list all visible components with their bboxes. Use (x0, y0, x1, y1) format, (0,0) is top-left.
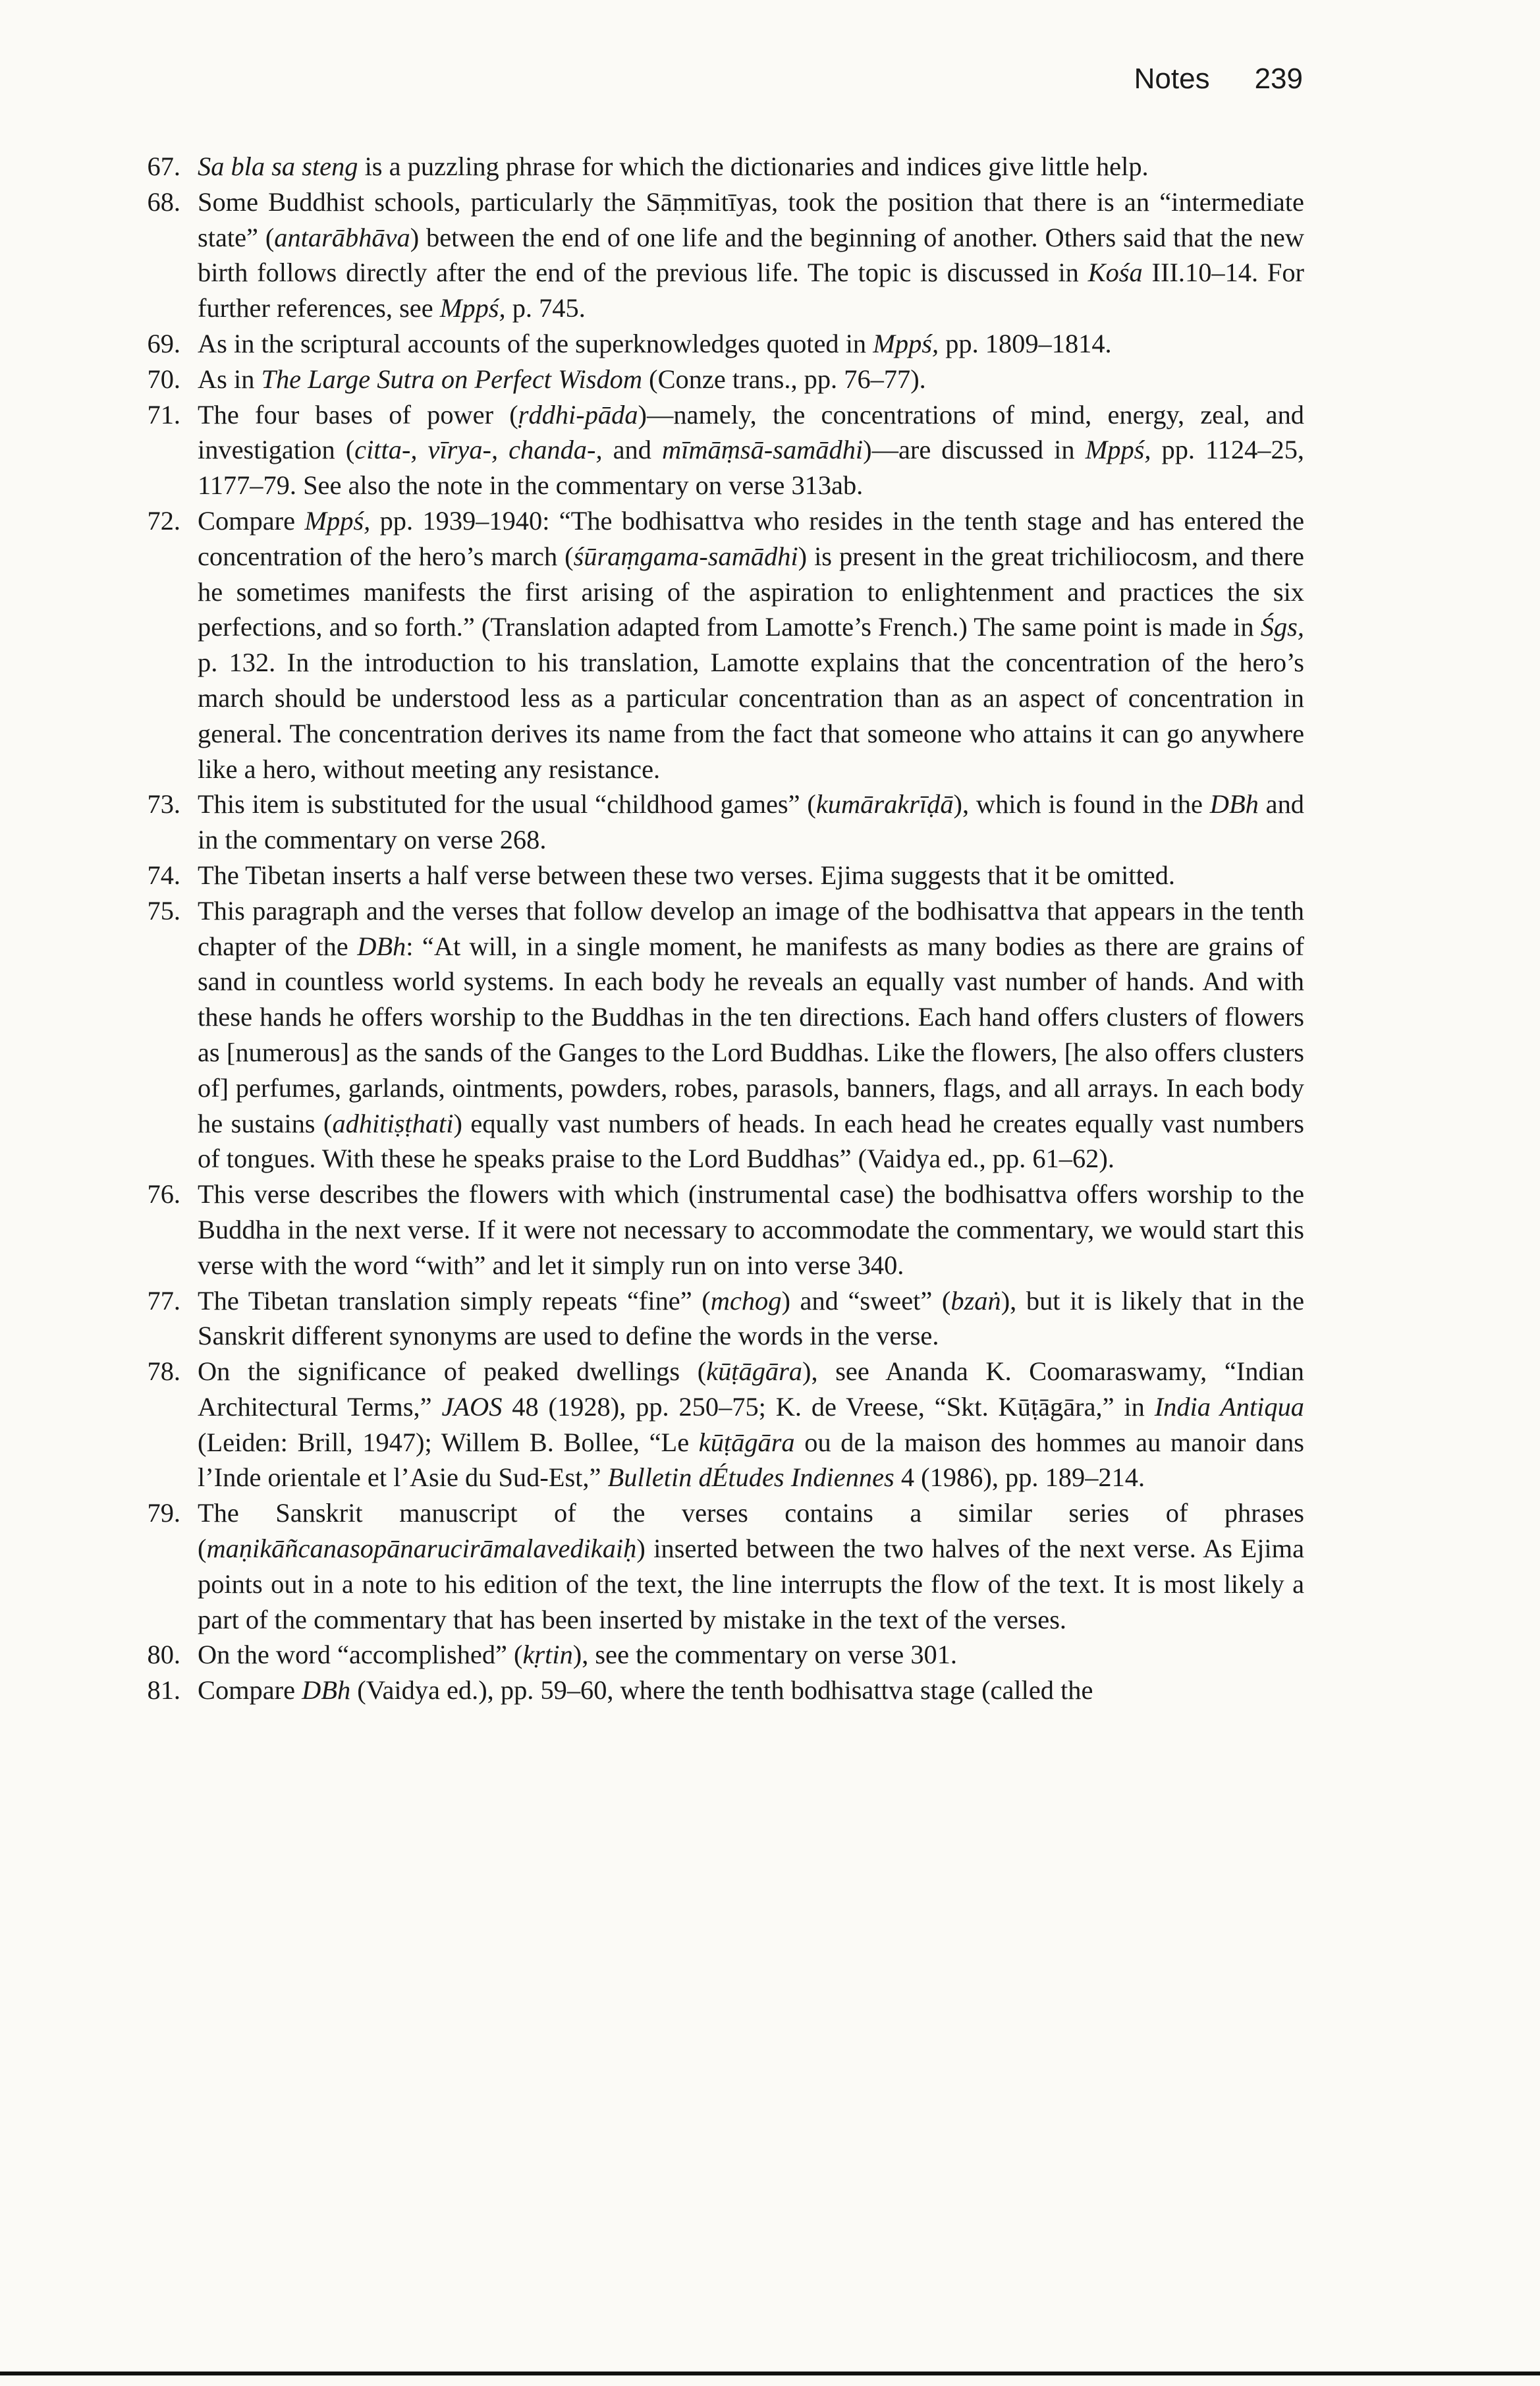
note-text (198, 362, 1304, 397)
note-number: 67. (147, 152, 180, 181)
note-item (125, 184, 1304, 326)
note-text-run: and in the commentary on verse 268. (198, 789, 1305, 855)
note-text-run: (Vaidya ed.), pp. 59–60, where the tenth bodhisattva stage (called the (350, 1675, 1093, 1706)
note-text-run: The Sanskrit manuscript of the verses contains a similar series of phrases ( (198, 1498, 1304, 1564)
note-number: 69. (147, 328, 180, 358)
italic-term: kumārakrīḍā (815, 789, 954, 819)
italic-term: ṛddhi-pāda (518, 399, 638, 430)
page-number: 239 (1254, 63, 1303, 95)
italic-term: JAOS (441, 1391, 503, 1422)
section-title: Notes (1134, 63, 1210, 95)
note-text-run: ) and “sweet” ( (781, 1285, 951, 1316)
note-item (125, 503, 1304, 787)
italic-term: Mppś, (304, 505, 371, 536)
note-text-run: pp. 1939–1940: “The bodhisattva who resides in the tenth stage and has entered the concentration of the hero’s march ( (198, 505, 1305, 571)
italic-term: kūṭāgāra (698, 1427, 795, 1457)
italic-term: DBh (1209, 789, 1259, 819)
note-text (198, 1177, 1304, 1283)
note-text-run: is a puzzling phrase for which the dictionaries and indices give little help. (358, 152, 1149, 181)
note-text-run: Compare (198, 505, 305, 536)
note-text-run: 4 (1986), pp. 189–214. (894, 1462, 1145, 1493)
note-item (125, 1354, 1304, 1495)
note-item (125, 1637, 1304, 1673)
note-item (125, 149, 1304, 184)
note-number: 81. (147, 1675, 180, 1706)
note-text-run: )—namely, the concentrations of mind, energy, zeal, and investigation ( (198, 399, 1304, 465)
note-item (125, 1673, 1304, 1708)
note-number: 77. (147, 1285, 180, 1316)
endnotes-list (125, 149, 1304, 1708)
italic-term: Bulletin dÉtudes Indiennes (607, 1462, 894, 1493)
note-text-run: The four bases of power ( (198, 399, 518, 430)
note-text-run: This verse describes the flowers with which (instrumental case) the bodhisattva offers worship to the Buddha in the next verse. If it were not necessary to accommodate the commentary, we would start this verse with the word “with” and let it simply run on into verse 340. (198, 1179, 1304, 1280)
note-text-run: : “At will, in a single moment, he manifests as many bodies as there are grains of sand in countless world systems. In each body he reveals an equally vast number of hands. And with these hands he offers worship to the Buddhas in the ten directions. Each hand offers clusters of flowers as [numerous] as the sands of the Ganges to the Lord Buddhas. Like the flowers, [he also offers clusters of] perfumes, garlands, ointments, powders, robes, parasols, banners, flags, and all arrays. In each body he sustains ( (198, 931, 1304, 1138)
italic-term: India Antiqua (1154, 1391, 1304, 1422)
note-text-run: 48 (1928), pp. 250–75; K. de Vreese, “Skt. Kūṭāgāra,” in (502, 1391, 1155, 1422)
note-text-run: This paragraph and the verses that follow develop an image of the bodhisattva that appears in the tenth chapter of the (198, 895, 1304, 961)
note-item (125, 1177, 1304, 1283)
note-number: 68. (147, 186, 180, 217)
note-text (198, 503, 1304, 787)
italic-term: Mppś, (1085, 435, 1151, 465)
italic-term: kūṭāgāra (706, 1356, 803, 1387)
note-item (125, 326, 1304, 362)
note-text-run: and (602, 435, 662, 465)
note-text-run: ), see Ananda K. Coomaraswamy, “Indian Architectural Terms,” (198, 1356, 1304, 1422)
note-text-run: Some Buddhist schools, particularly the Sāṃmitīyas, took the position that there is an “intermediate state” ( (198, 186, 1304, 252)
italic-term: mīmāṃsā-samādhi (661, 435, 864, 465)
note-text-run: ) between the end of one life and the beginning of another. Others said that the new birth follows directly after the end of the previous life. The topic is discussed in (198, 222, 1304, 288)
note-item (125, 397, 1304, 503)
note-text-run: p. 132. In the introduction to his translation, Lamotte explains that the concentration of the hero’s march should be understood less as a particular concentration than as an aspect of concentration in general. The concentration derives its name from the fact that someone who attains it can go anywhere like a hero, without meeting any resistance. (198, 648, 1304, 784)
note-item (125, 787, 1304, 858)
note-number: 80. (147, 1640, 180, 1670)
running-header (1134, 63, 1303, 96)
italic-term: The Large Sutra on Perfect Wisdom (261, 364, 643, 394)
note-item (125, 893, 1304, 1177)
italic-term: adhitiṣṭhati (332, 1108, 454, 1138)
note-text-run: pp. 1124–25, 1177–79. See also the note in the commentary on verse 313ab. (198, 435, 1304, 501)
note-number: 79. (147, 1498, 180, 1528)
note-text-run: ), see the commentary on verse 301. (572, 1640, 957, 1670)
note-text-run: ) inserted between the two halves of the next verse. As Ejima points out in a note to his edition of the text, the line interrupts the flow of the text. It is most likely a part of the commentary that has been inserted by mistake in the text of the verses. (198, 1534, 1304, 1634)
note-text (198, 1673, 1304, 1708)
note-text-run: Compare (198, 1675, 302, 1706)
note-item (125, 858, 1304, 893)
page-bottom-edge (0, 2372, 1540, 2375)
note-text (198, 1283, 1304, 1354)
note-text (198, 1354, 1304, 1495)
note-text-run: (Leiden: Brill, 1947); Willem B. Bollee, “Le (198, 1427, 699, 1457)
note-number: 78. (147, 1356, 180, 1387)
note-number: 71. (147, 399, 180, 430)
note-text-run: The Tibetan inserts a half verse between these two verses. Ejima suggests that it be omitted. (198, 860, 1176, 890)
italic-term: DBh (357, 931, 406, 961)
note-text-run: (Conze trans., pp. 76–77). (642, 364, 926, 394)
italic-term: DBh (302, 1675, 351, 1706)
note-number: 74. (147, 860, 180, 890)
italic-term: mchog (710, 1285, 782, 1316)
note-text (198, 397, 1304, 503)
note-item (125, 362, 1304, 397)
note-item (125, 1495, 1304, 1637)
note-text-run: )—are discussed in (863, 435, 1086, 465)
note-number: 76. (147, 1179, 180, 1209)
note-text (198, 149, 1304, 184)
italic-term: śūraṃgama-samādhi (573, 541, 798, 571)
note-text-run: On the significance of peaked dwellings ( (198, 1356, 707, 1387)
italic-term: Śgs, (1260, 612, 1304, 642)
note-number: 70. (147, 364, 180, 394)
note-text (198, 893, 1304, 1177)
note-text (198, 326, 1304, 362)
note-text-run: The Tibetan translation simply repeats “fine” ( (198, 1285, 711, 1316)
note-text-run: III.10–14. For further references, see (198, 258, 1304, 323)
italic-term: kṛtin (522, 1640, 573, 1670)
note-text-run: As in the scriptural accounts of the superknowledges quoted in (198, 328, 873, 358)
note-number: 75. (147, 895, 180, 926)
note-text (198, 184, 1304, 326)
note-text-run: This item is substituted for the usual “childhood games” ( (198, 789, 816, 819)
note-text-run: ) equally vast numbers of heads. In each head he creates equally vast numbers of tongues. With these he speaks praise to the Lord Buddhas” (Vaidya ed., pp. 61–62). (198, 1108, 1304, 1174)
note-text-run: As in (198, 364, 261, 394)
note-number: 72. (147, 505, 180, 536)
note-text-run: ), but it is likely that in the Sanskrit different synonyms are used to define the words in the verse. (198, 1285, 1304, 1351)
italic-term: antarābhāva (274, 222, 410, 252)
note-text (198, 858, 1304, 893)
italic-term: Kośa (1087, 258, 1143, 288)
note-text (198, 1637, 1304, 1673)
italic-term: Mppś, (873, 328, 939, 358)
note-text-run: p. 745. (505, 293, 586, 323)
italic-term: Mppś, (439, 293, 506, 323)
italic-term: bzaṅ (950, 1285, 1001, 1316)
note-text (198, 787, 1304, 858)
note-text-run: ), which is found in the (953, 789, 1210, 819)
italic-term: maṇikāñcanasopānarucirāmalavedikaiḥ (206, 1534, 637, 1564)
note-text-run: ou de la maison des hommes au manoir dans l’Inde orientale et l’Asie du Sud-Est,” (198, 1427, 1305, 1493)
note-text-run: pp. 1809–1814. (939, 328, 1112, 358)
italic-term: Sa bla sa steng (198, 152, 358, 181)
note-text-run: On the word “accomplished” ( (198, 1640, 523, 1670)
note-number: 73. (147, 789, 180, 819)
note-text (198, 1495, 1304, 1637)
note-text-run: ) is present in the great trichiliocosm, and there he sometimes manifests the first arising of the aspiration to enlightenment and practices the six perfections, and so forth.” (Translation adapted from Lamotte’s French.) The same point is made in (198, 541, 1304, 642)
note-item (125, 1283, 1304, 1354)
italic-term: citta-, vīrya-, chanda-, (354, 435, 603, 465)
